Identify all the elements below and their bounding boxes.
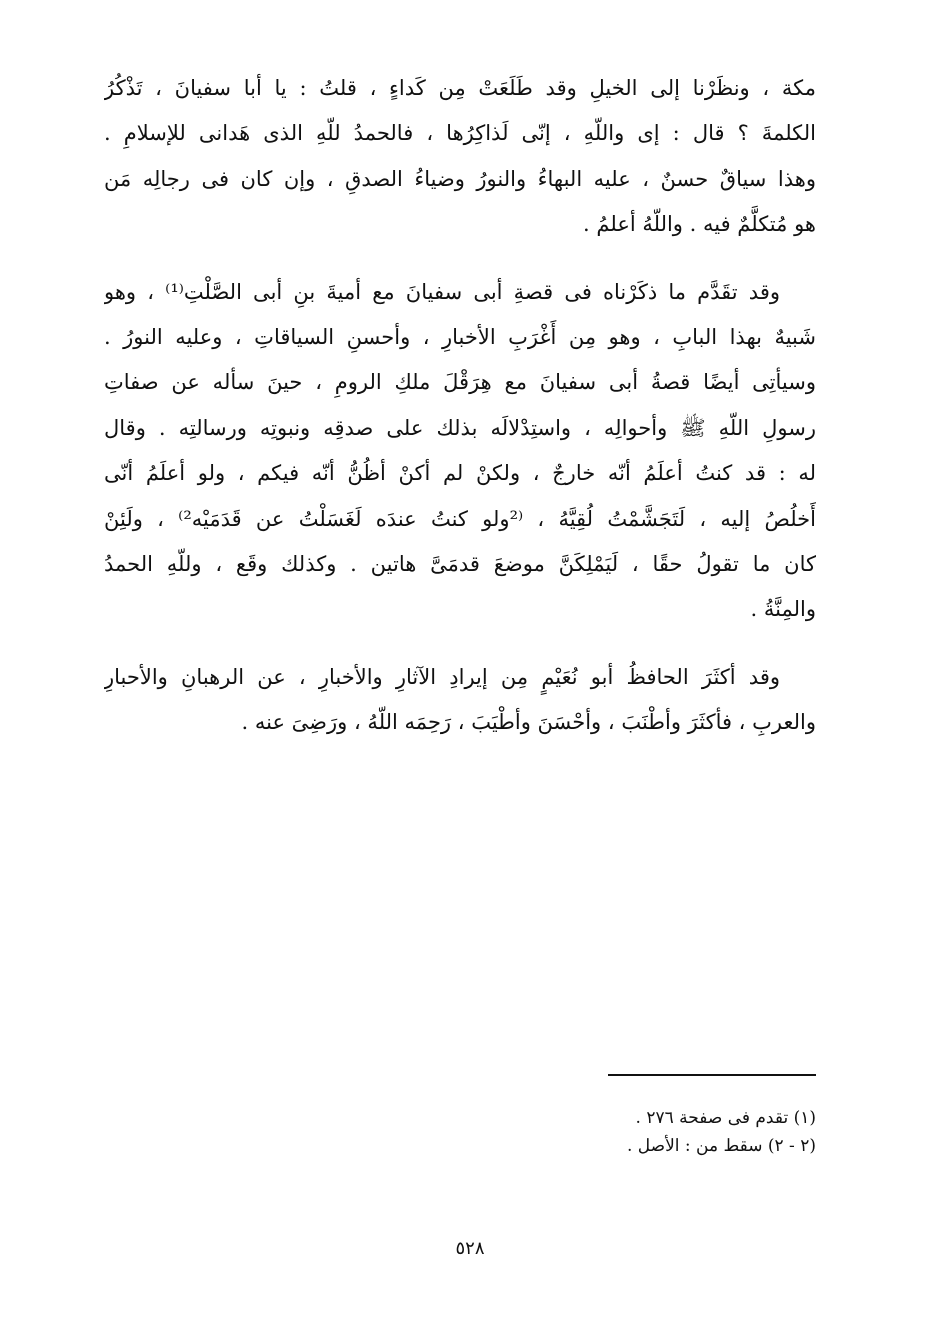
text-line: أَخلُصُ إليه ، لَتَجَشَّمْتُ لُقِيَّهُ ، ⁽²ولو كنتُ عندَه لَغَسَلْتُ عن قَدَمَيْه²⁾ ، ولَئِنْ bbox=[104, 506, 816, 531]
paragraph-gap bbox=[104, 248, 816, 270]
text-line: والمِنَّةُ . bbox=[750, 597, 816, 622]
text-line: وقد أكثَرَ الحافظُ أبو نُعَيْمٍ مِن إيرادِ الآثارِ والأخبارِ ، عن الرهبانِ والأحبارِ bbox=[104, 664, 780, 689]
text-line: له : قد كنتُ أعلَمُ أنّه خارجٌ ، ولكنْ لم أكنْ أظُنُّ أنّه فيكم ، ولو أعلَمُ أنّى bbox=[104, 461, 816, 486]
text-line: وقد تقَدَّم ما ذكَرْناه فى قصةِ أبى سفيانَ مع أميةَ بنِ أبى الصَّلْتِ⁽¹⁾ ، وهو bbox=[104, 279, 780, 304]
footnote: (٢ - ٢) سقط من : الأصل . bbox=[626, 1136, 816, 1156]
paragraph-2 bbox=[104, 270, 816, 633]
main-text bbox=[104, 66, 816, 745]
text-line: كان ما تقولُ حقًا ، لَيَمْلِكَنَّ موضعَ قدمَىَّ هاتين . وكذلك وقَع ، وللّهِ الحمدُ bbox=[104, 551, 816, 576]
text-line: هو مُتكلَّمٌ فيه . واللّهُ أعلمُ . bbox=[583, 212, 816, 237]
paragraph-1 bbox=[104, 66, 816, 248]
text-line: رسولِ اللّهِ ﷺ وأحوالِه ، واستِدْلالَه بذلك على صدقِه ونبوتِه ورسالتِه . وقال bbox=[104, 415, 816, 440]
footnote-divider bbox=[608, 1074, 816, 1076]
text-line: شَبيهٌ بهذا البابِ ، وهو مِن أَغْرَبِ الأخبارِ ، وأحسنِ السياقاتِ ، وعليه النورُ . bbox=[104, 324, 816, 349]
text-line: مكة ، ونظَرْنا إلى الخيلِ وقد طَلَعَتْ مِن كَداءٍ ، قلتُ : يا أبا سفيانَ ، تَذْكُرُ bbox=[104, 76, 816, 100]
paragraph-3 bbox=[104, 655, 816, 746]
text-line: وهذا سياقٌ حسنٌ ، عليه البهاءُ والنورُ وضياءُ الصدقِ ، وإن كان فى رجالِه مَن bbox=[104, 166, 816, 191]
paragraph-gap bbox=[104, 633, 816, 655]
text-line: وسيأتِى أيضًا قصةُ أبى سفيانَ مع هِرَقْلَ ملكِ الرومِ ، حينَ سأله عن صفاتِ bbox=[104, 370, 816, 395]
footnote: (١) تقدم فى صفحة ٢٧٦ . bbox=[635, 1108, 816, 1128]
text-line: والعربِ ، فأكثَرَ وأطْنَبَ ، وأحْسَنَ وأطْيَبَ ، رَحِمَه اللّهُ ، ورَضِىَ عنه . bbox=[241, 710, 816, 735]
text-line: الكلمةَ ؟ قال : إى واللّهِ ، إنّى لَذاكِرُها ، فالحمدُ للّهِ الذى هَدانى للإسلامِ . bbox=[104, 121, 816, 146]
footnotes bbox=[560, 1104, 816, 1160]
page-number: ٥٢٨ bbox=[455, 1238, 485, 1259]
